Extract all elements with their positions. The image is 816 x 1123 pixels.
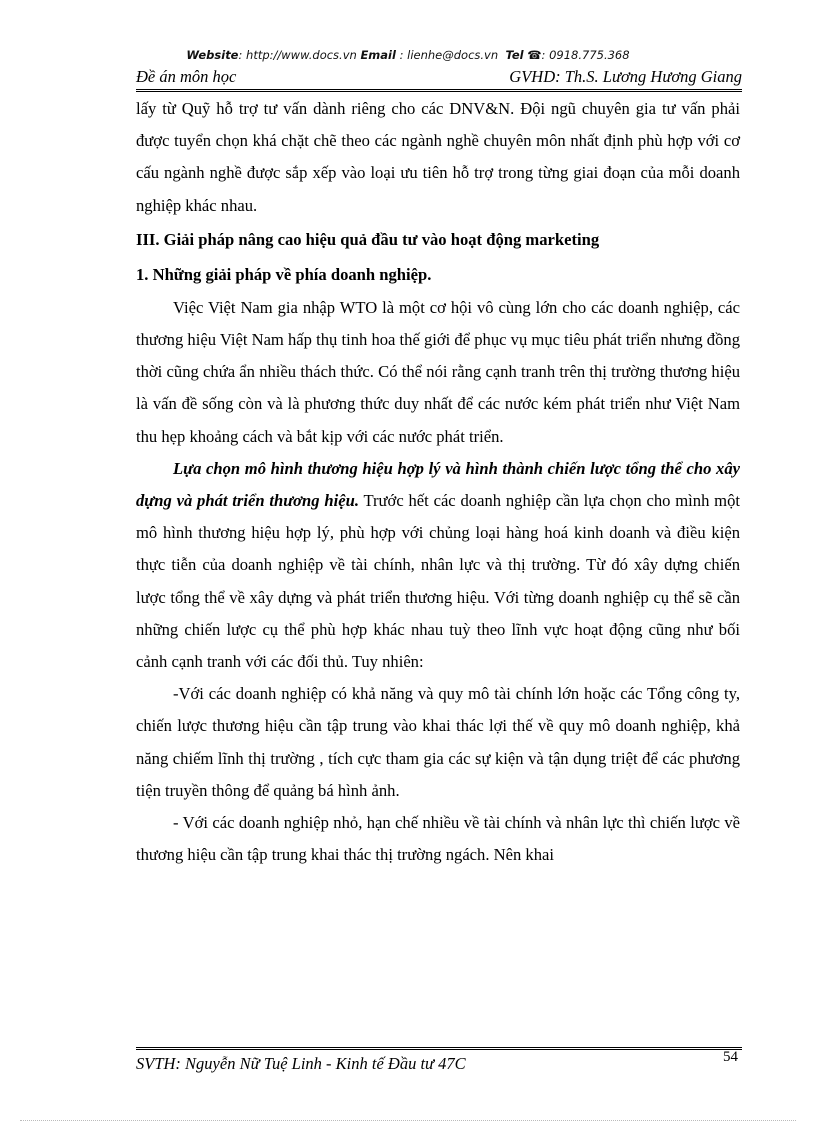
paragraph: lấy từ Quỹ hỗ trợ tư vấn dành riêng cho các DNV&N. Đội ngũ chuyên gia tư vấn phải được tuyển chọn khá chặt chẽ theo các ngành nghề chuyên môn nhất định phù hợp với cơ cấu ngành nghề được sắp xếp vào loại ưu tiên hỗ trợ trong từng giai đoạn của mỗi doanh nghiệp khác nhau. [136, 99, 740, 215]
tel-label: Tel [505, 48, 524, 62]
paragraph: - Với các doanh nghiệp nhỏ, hạn chế nhiều về tài chính và nhân lực thì chiến lược về thương hiệu cần tập trung khai thác thị trường ngách. Nên khai [136, 813, 740, 865]
subsection-heading: 1. Những giải pháp về phía doanh nghiệp. [136, 264, 432, 284]
paragraph: -Với các doanh nghiệp có khả năng và quy mô tài chính lớn hoặc các Tổng công ty, chiến lược thương hiệu cần tập trung vào khai thác lợi thế về quy mô doanh nghiệp, khả năng chiếm lĩnh thị trường , tích cực tham gia các sự kiện và tận dụng triệt để các phương tiện truyền thông để quảng bá hình ảnh. [136, 684, 740, 800]
footer-author: SVTH: Nguyễn Nữ Tuệ Linh - Kinh tế Đầu tư 47C [136, 1054, 466, 1073]
tel-value: : 0918.775.368 [541, 48, 630, 62]
header-right-supervisor: GVHD: Th.S. Lương Hương Giang [509, 67, 742, 86]
header-left-title: Đề án môn học [136, 67, 237, 86]
website-value[interactable]: : http://www.docs.vn [238, 48, 357, 62]
page-edge-divider [20, 1120, 796, 1121]
section-heading: III. Giải pháp nâng cao hiệu quả đầu tư vào hoạt động marketing [136, 229, 600, 249]
page-number: 54 [723, 1049, 738, 1065]
website-label: Website [186, 48, 239, 62]
paragraph: Việc Việt Nam gia nhập WTO là một cơ hội vô cùng lớn cho các doanh nghiệp, các thương hiệu Việt Nam hấp thụ tinh hoa thế giới để phục vụ mục tiêu phát triển nhưng đồng thời cũng chứa ẩn nhiều thách thức. Có thể nói rằng cạnh tranh trên thị trường thương hiệu là vấn đề sống còn và là phương thức duy nhất để các nước kém phát triển như Việt Nam thu hẹp khoảng cách và bắt kịp với các nước phát triển. [136, 297, 740, 446]
paragraph [136, 453, 740, 678]
document-body [136, 93, 740, 871]
page-footer [136, 1047, 742, 1074]
email-label: Email [360, 48, 396, 62]
page-header [136, 66, 742, 92]
website-contact-line [0, 48, 816, 62]
email-value[interactable]: : lienhe@docs.vn [395, 48, 499, 62]
phone-icon: ☎ [527, 48, 542, 62]
paragraph-text: Trước hết các doanh nghiệp cần lựa chọn cho mình một mô hình thương hiệu hợp lý, phù hợp với chủng loại hàng hoá kinh doanh và điều kiện thực tiễn của doanh nghiệp về tài chính, nhân lực và thị trường. Từ đó xây dựng chiến lược tổng thể về xây dựng và phát triển thương hiệu. Với từng doanh nghiệp cụ thể sẽ cần những chiến lược cụ thể phù hợp khác nhau tuỳ theo lĩnh vực hoạt động cũng như bối cảnh cạnh tranh với các đối thủ. Tuy nhiên: [136, 491, 740, 672]
emphasis-text: Lựa chọn mô hình thương hiệu hợp lý và hình thành chiến lược tổng thể cho xây dựng và phát triển thương hiệu. [136, 458, 740, 511]
